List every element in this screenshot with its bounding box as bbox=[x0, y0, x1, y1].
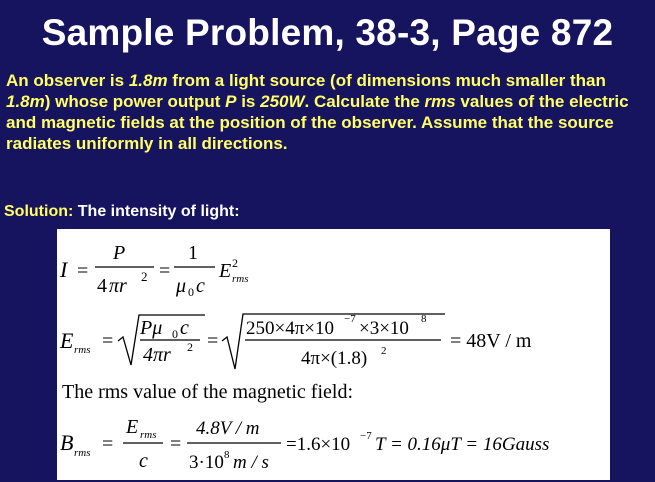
eq1-num2: 1 bbox=[188, 242, 198, 264]
solution-label: Solution: bbox=[4, 203, 74, 220]
magnetic-field-text: The rms value of the magnetic field: bbox=[62, 381, 354, 403]
eq3-den2-sup: 8 bbox=[224, 449, 230, 461]
eq2-E-sub: rms bbox=[74, 344, 91, 356]
eq1-equals-2: = bbox=[159, 260, 171, 282]
eq3-num2: 4.8V / m bbox=[196, 418, 260, 439]
eq2-rad2exp: −7 bbox=[344, 313, 356, 325]
eq3-den1: c bbox=[139, 450, 148, 472]
eq2-equals-1: = bbox=[102, 330, 114, 352]
electric-field-equation bbox=[59, 313, 532, 369]
magnetic-field-equation bbox=[60, 416, 549, 473]
eq2-rad1den: 4πr bbox=[143, 344, 171, 366]
equation-graphic bbox=[57, 229, 610, 480]
eq1-E-sub: rms bbox=[232, 273, 249, 285]
eq2-rad1: Pμ bbox=[140, 317, 163, 339]
eq3-num1-sub: rms bbox=[140, 429, 157, 441]
eq1-den2-c: c bbox=[196, 275, 205, 297]
eq2-result: = 48V / m bbox=[450, 330, 532, 352]
solution-heading bbox=[4, 203, 240, 221]
eq2-rad2num2: ×3×10 bbox=[359, 318, 409, 339]
eq1-den1a: 4 bbox=[97, 275, 107, 297]
eq3-equals-1: = bbox=[102, 433, 114, 455]
eq1-num1: P bbox=[113, 242, 126, 264]
eq2-E: E bbox=[60, 328, 74, 353]
eq2-equals-2: = bbox=[207, 330, 219, 352]
eq1-equals-1: = bbox=[77, 260, 89, 282]
eq1-den1b: πr bbox=[109, 275, 127, 297]
eq3-result1-sup: −7 bbox=[360, 430, 372, 442]
eq1-den1-sq: 2 bbox=[141, 269, 148, 284]
eq3-result1: =1.6×10 bbox=[286, 434, 351, 455]
eq2-rad2num: 250×4π×10 bbox=[246, 318, 335, 339]
eq1-E: E bbox=[219, 260, 232, 282]
slide-title: Sample Problem, 38-3, Page 872 bbox=[41, 12, 614, 53]
eq3-equals-2: = bbox=[170, 433, 182, 455]
eq3-den2-unit: m / s bbox=[233, 452, 269, 473]
eq2-rad1-c: c bbox=[180, 317, 189, 339]
eq2-rad1-sub: 0 bbox=[172, 327, 178, 341]
intensity-equation bbox=[59, 242, 249, 299]
eq1-E-sup: 2 bbox=[232, 256, 238, 270]
eq1-den2-mu: μ bbox=[176, 275, 187, 297]
equation-panel bbox=[57, 229, 610, 480]
eq3-result2: T = 0.16μT = 16Gauss bbox=[375, 434, 550, 455]
solution-text: The intensity of light: bbox=[77, 203, 240, 220]
eq3-den2: 3·10 bbox=[189, 452, 224, 473]
eq2-rad2den: 4π×(1.8) bbox=[301, 348, 368, 369]
eq3-B-sub: rms bbox=[74, 447, 91, 459]
eq2-rad2den-sup: 2 bbox=[381, 345, 387, 357]
eq1-den2-sub: 0 bbox=[188, 285, 194, 299]
problem-text: An observer is 1.8m from a light source (of dimensions much smaller than 1.8m) whose power output P is 250W. Calculate the rms values of the electric and magnetic fields at the position of the observer. Assume that the source radiates uniformly in all directions. bbox=[6, 71, 629, 153]
eq1-lhs: I bbox=[60, 257, 68, 282]
eq2-rad2exp2: 8 bbox=[421, 313, 427, 325]
eq3-num1: E bbox=[126, 416, 139, 438]
eq3-B: B bbox=[60, 430, 74, 455]
problem-statement bbox=[6, 70, 646, 154]
eq2-rad1den-sup: 2 bbox=[187, 340, 193, 354]
